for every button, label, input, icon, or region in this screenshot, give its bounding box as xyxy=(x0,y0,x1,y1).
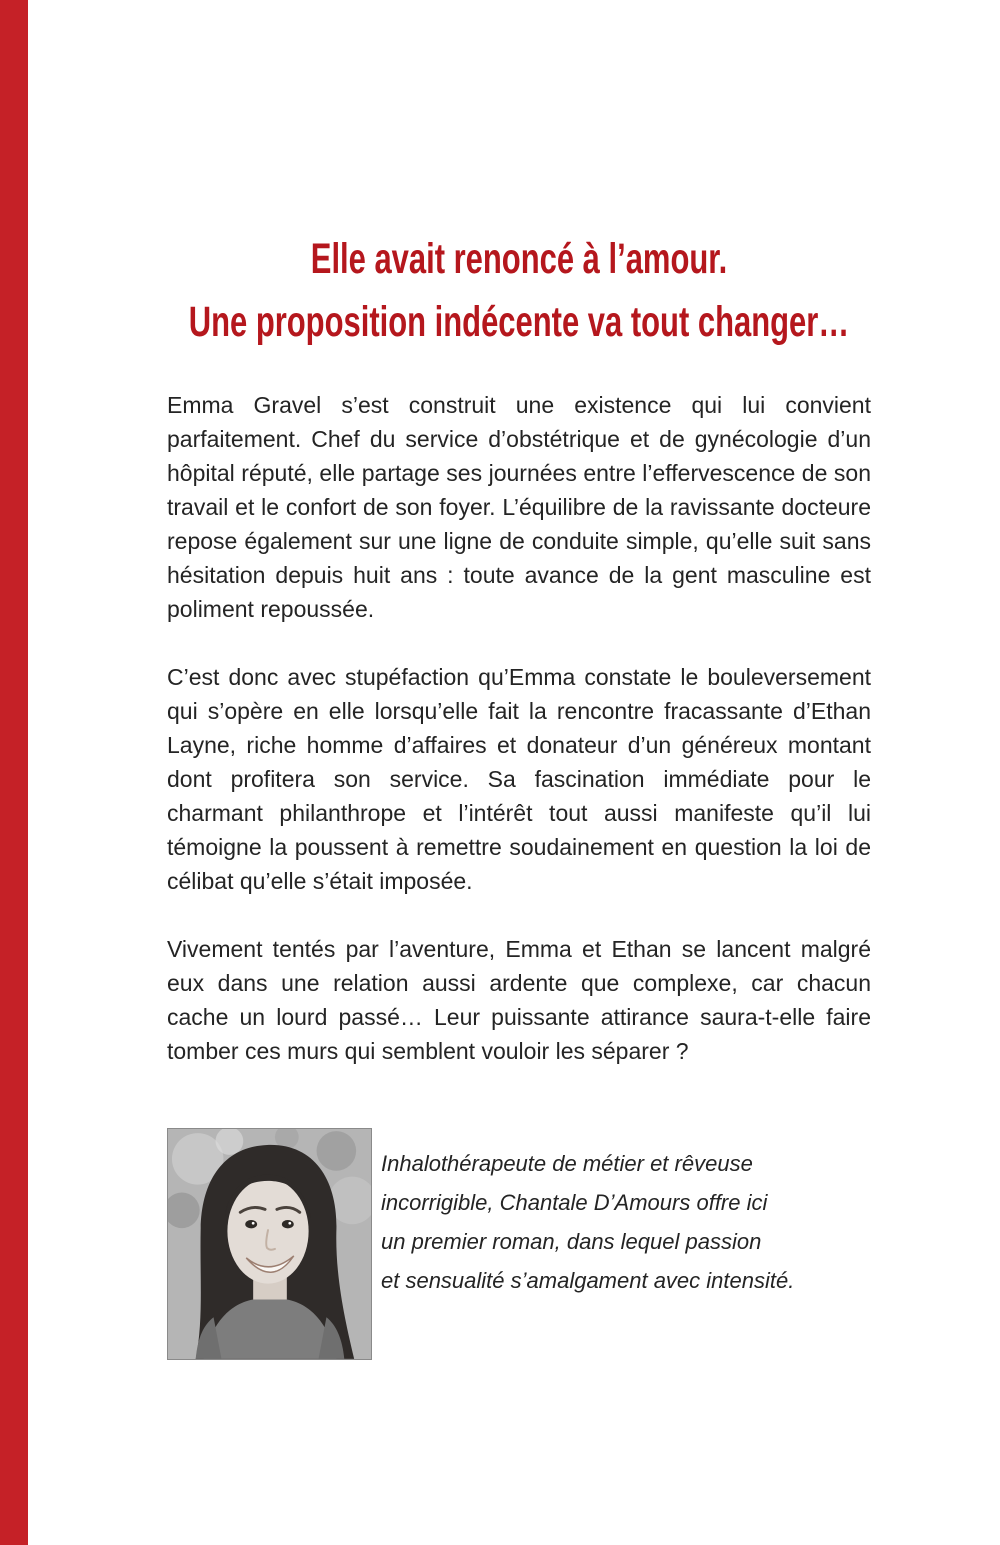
red-spine-bar xyxy=(0,0,28,1545)
tagline-line-1: Elle avait renoncé à l’amour. xyxy=(310,235,728,283)
synopsis-paragraph-2: C’est donc avec stupéfaction qu’Emma constate le bouleversement qui s’opère en elle lorsqu’elle fait la rencontre fracassante d’Ethan Layne, riche homme d’affaires et donateur d’un généreux montant dont profitera son service. Sa fascination immédiate pour le charmant philanthrope et l’intérêt tout aussi manifeste qu’il lui témoigne la poussent à remettre soudainement en question la loi de célibat qu’elle s’était imposée. xyxy=(167,664,871,894)
author-bio-line-3: un premier roman, dans lequel passion xyxy=(381,1229,762,1254)
author-bio-line-4: et sensualité s’amalgament avec intensité. xyxy=(381,1268,795,1293)
author-section xyxy=(167,1128,871,1360)
tagline-line-2: Une proposition indécente va tout changer… xyxy=(188,298,850,346)
author-bio xyxy=(381,1128,794,1300)
synopsis-paragraph-3: Vivement tentés par l’aventure, Emma et Ethan se lancent malgré eux dans une relation aussi ardente que complexe, car chacun cache un lourd passé… Leur puissante attirance saura-t-elle faire tomber ces murs qui semblent vouloir les séparer ? xyxy=(167,936,871,1064)
portrait-illustration xyxy=(168,1129,371,1359)
author-bio-line-2: incorrigible, Chantale D’Amours offre ici xyxy=(381,1190,768,1215)
synopsis xyxy=(167,388,871,1102)
author-photo xyxy=(167,1128,372,1360)
synopsis-paragraph-1: Emma Gravel s’est construit une existence qui lui convient parfaitement. Chef du service d’obstétrique et de gynécologie d’un hôpital réputé, elle partage ses journées entre l’effervescence de son travail et le confort de son foyer. L’équilibre de la ravissante docteure repose également sur une ligne de conduite simple, qu’elle suit sans hésitation depuis huit ans : toute avance de la gent masculine est poliment repoussée. xyxy=(167,392,871,622)
author-bio-line-1: Inhalothérapeute de métier et rêveuse xyxy=(381,1151,753,1176)
